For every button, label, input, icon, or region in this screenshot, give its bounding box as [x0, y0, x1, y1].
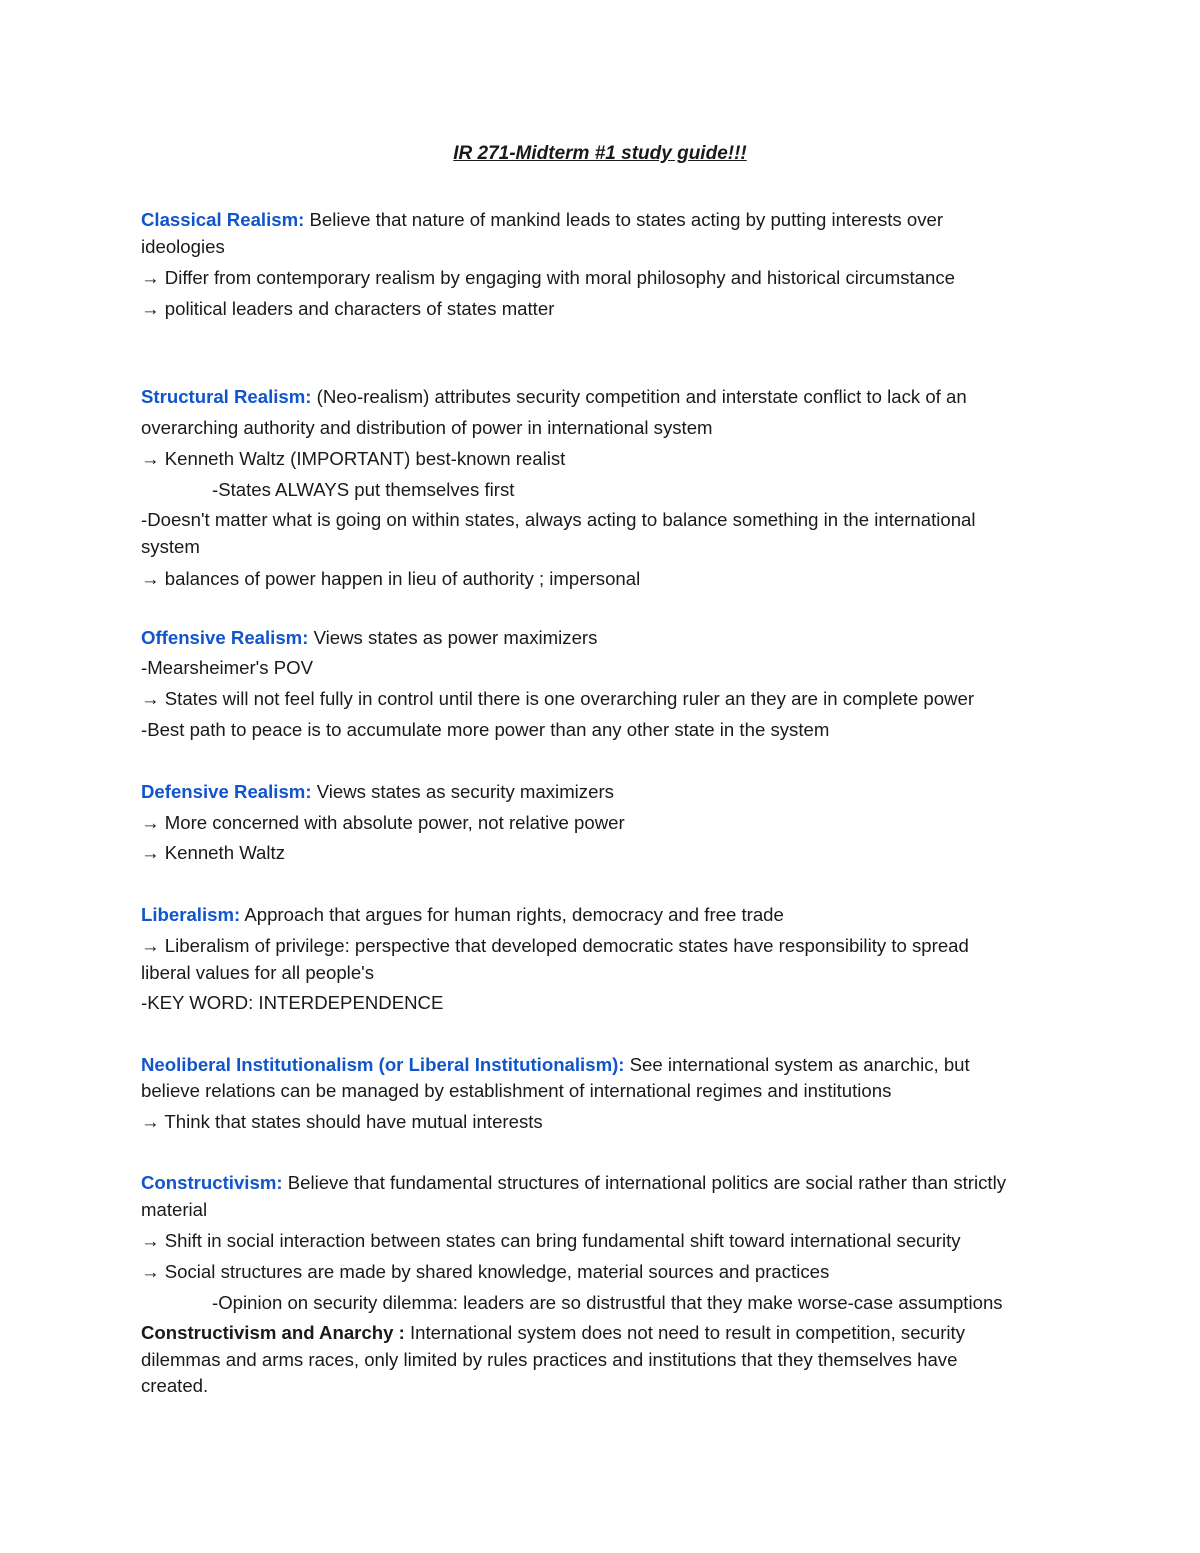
definition-text: Believe that fundamental structures of international politics are social rather than strictly — [282, 1172, 1006, 1193]
term-label: Constructivism and Anarchy : — [141, 1322, 405, 1343]
term-label: Neoliberal Institutionalism (or Liberal Institutionalism): — [141, 1054, 625, 1075]
definition-text: (Neo-realism) attributes security competition and interstate conflict to lack of an — [311, 386, 967, 407]
section-classical-realism-heading — [141, 207, 943, 233]
definition-continuation: created. — [141, 1375, 209, 1396]
bullet-line: → Differ from contemporary realism by engaging with moral philosophy and historical circumstance — [141, 267, 955, 288]
bullet-line: -Mearsheimer's POV — [141, 657, 313, 678]
bullet-line: → Shift in social interaction between states can bring fundamental shift toward international security — [141, 1230, 961, 1251]
section-constructivism-anarchy-heading — [141, 1320, 965, 1346]
section-constructivism-heading — [141, 1170, 1006, 1196]
definition-continuation: ideologies — [141, 236, 225, 257]
section-liberalism-heading — [141, 902, 784, 928]
definition-text: International system does not need to result in competition, security — [404, 1322, 965, 1343]
bullet-line: -Doesn't matter what is going on within states, always acting to balance something in the international — [141, 509, 976, 530]
bullet-line: → Social structures are made by shared knowledge, material sources and practices — [141, 1261, 830, 1282]
bullet-line: → Kenneth Waltz — [141, 842, 285, 863]
definition-continuation: dilemmas and arms races, only limited by rules practices and institutions that they themselves have — [141, 1349, 958, 1370]
section-offensive-realism-heading — [141, 625, 597, 651]
bullet-line: → States will not feel fully in control until there is one overarching ruler an they are in complete power — [141, 688, 975, 709]
indented-line: -States ALWAYS put themselves first — [212, 479, 515, 500]
bullet-line: → balances of power happen in lieu of authority ; impersonal — [141, 568, 641, 589]
indented-line: -Opinion on security dilemma: leaders are so distrustful that they make worse-case assumptions — [212, 1292, 1003, 1313]
term-label: Structural Realism: — [141, 386, 312, 407]
definition-text: See international system as anarchic, but — [624, 1054, 970, 1075]
bullet-line: → Liberalism of privilege: perspective that developed democratic states have responsibility to spread — [141, 935, 969, 956]
section-defensive-realism-heading — [141, 779, 614, 805]
definition-text: Approach that argues for human rights, democracy and free trade — [240, 904, 784, 925]
bullet-line: → political leaders and characters of states matter — [141, 298, 555, 319]
bullet-line: → More concerned with absolute power, not relative power — [141, 812, 625, 833]
definition-text: Believe that nature of mankind leads to states acting by putting interests over — [304, 209, 944, 230]
definition-continuation: material — [141, 1199, 208, 1220]
bullet-line: -Best path to peace is to accumulate more power than any other state in the system — [141, 719, 830, 740]
bullet-line: system — [141, 536, 200, 557]
term-label: Liberalism: — [141, 904, 241, 925]
definition-continuation: believe relations can be managed by establishment of international regimes and institutions — [141, 1080, 892, 1101]
bullet-line: → Kenneth Waltz (IMPORTANT) best-known realist — [141, 448, 566, 469]
bullet-line: → Think that states should have mutual interests — [141, 1111, 543, 1132]
term-label: Classical Realism: — [141, 209, 305, 230]
term-label: Offensive Realism: — [141, 627, 309, 648]
section-structural-realism-heading — [141, 384, 967, 410]
term-label: Defensive Realism: — [141, 781, 312, 802]
page-title: IR 271-Midterm #1 study guide!!! — [453, 143, 747, 164]
definition-text: Views states as security maximizers — [311, 781, 614, 802]
definition-text: Views states as power maximizers — [308, 627, 598, 648]
definition-continuation: overarching authority and distribution of power in international system — [141, 417, 713, 438]
term-label: Constructivism: — [141, 1172, 283, 1193]
bullet-line: liberal values for all people's — [141, 962, 375, 983]
bullet-line: -KEY WORD: INTERDEPENDENCE — [141, 992, 444, 1013]
section-neoliberal-institutionalism-heading — [141, 1052, 970, 1078]
